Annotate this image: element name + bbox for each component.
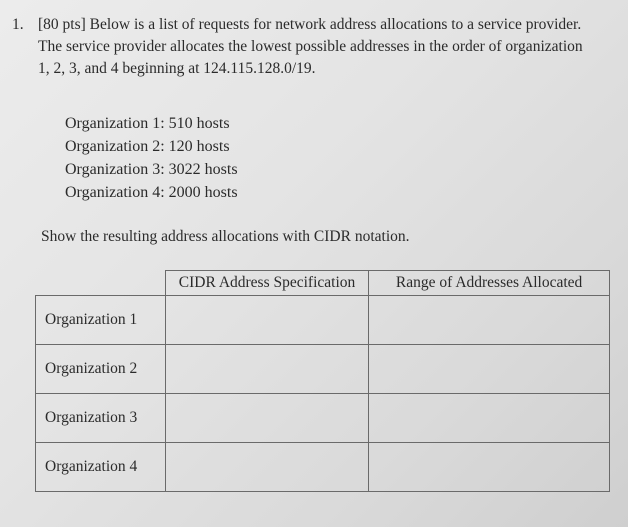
- cidr-cell-org-1[interactable]: [165, 296, 368, 345]
- row-label-org-1: Organization 1: [36, 296, 166, 345]
- header-blank-cell: [36, 271, 166, 296]
- cidr-cell-org-3[interactable]: [165, 394, 368, 443]
- organization-list: [65, 112, 238, 204]
- header-cidr: CIDR Address Specification: [165, 271, 368, 296]
- table-header-row: [36, 271, 610, 296]
- question-line-3: 1, 2, 3, and 4 beginning at 124.115.128.0/19.: [38, 60, 316, 77]
- organization-item-1: Organization 1: 510 hosts: [65, 115, 230, 132]
- row-label-org-4: Organization 4: [36, 443, 166, 492]
- row-label-org-3: Organization 3: [36, 394, 166, 443]
- allocation-table: [35, 270, 610, 492]
- table-row: [36, 443, 610, 492]
- instruction-text: Show the resulting address allocations with CIDR notation.: [41, 228, 410, 245]
- question-line-2: The service provider allocates the lowest possible addresses in the order of organization: [38, 38, 583, 55]
- table-row: [36, 394, 610, 443]
- question-block: [12, 14, 622, 80]
- table-row: [36, 345, 610, 394]
- organization-item-2: Organization 2: 120 hosts: [65, 138, 230, 155]
- range-cell-org-4[interactable]: [369, 443, 610, 492]
- question-number: 1.: [12, 16, 24, 33]
- question-line-1: [80 pts] Below is a list of requests for network address allocations to a service provider.: [38, 16, 582, 33]
- cidr-cell-org-2[interactable]: [165, 345, 368, 394]
- range-cell-org-3[interactable]: [369, 394, 610, 443]
- range-cell-org-1[interactable]: [369, 296, 610, 345]
- range-cell-org-2[interactable]: [369, 345, 610, 394]
- question-row: [12, 14, 622, 80]
- header-range: Range of Addresses Allocated: [369, 271, 610, 296]
- table-row: [36, 296, 610, 345]
- question-text: [38, 14, 622, 80]
- organization-item-4: Organization 4: 2000 hosts: [65, 184, 238, 201]
- cidr-cell-org-4[interactable]: [165, 443, 368, 492]
- row-label-org-2: Organization 2: [36, 345, 166, 394]
- organization-item-3: Organization 3: 3022 hosts: [65, 161, 238, 178]
